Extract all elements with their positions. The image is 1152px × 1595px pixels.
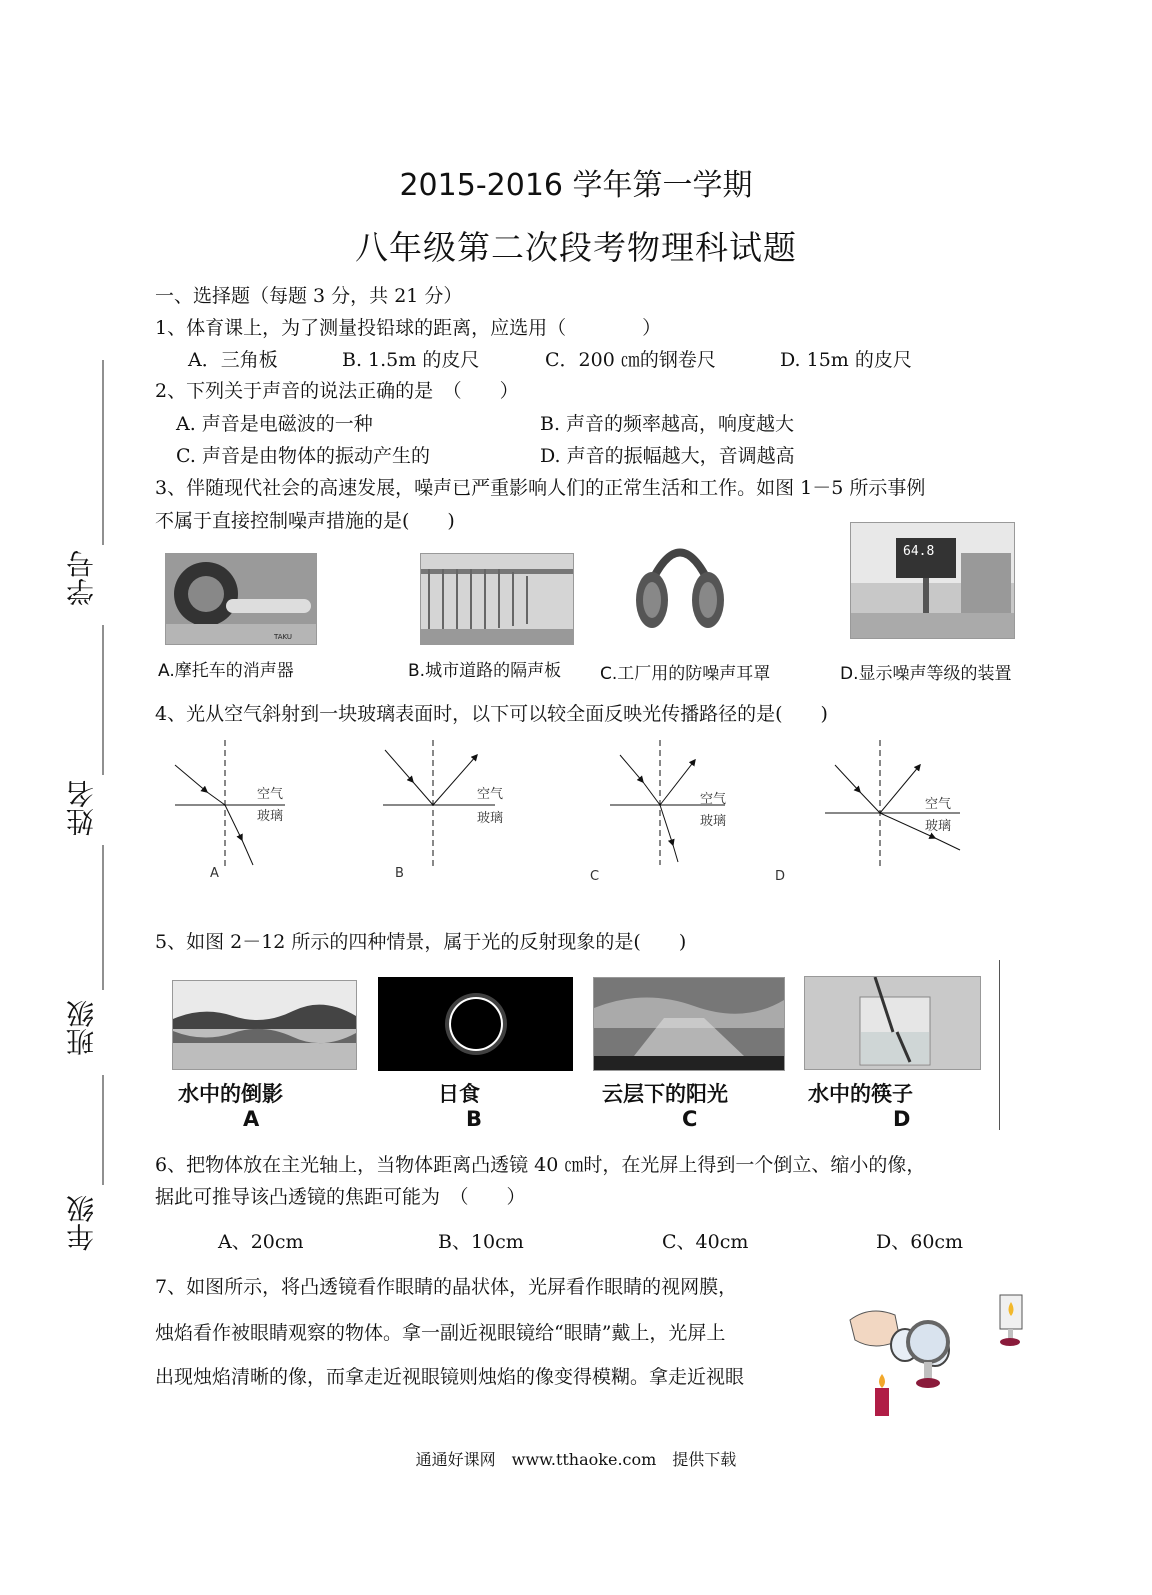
- noise-display-image: [850, 522, 1015, 639]
- svg-text:玻璃: 玻璃: [257, 809, 284, 824]
- footer-source: 通通好课网 www.tthaoke.com 提供下载: [415, 1450, 737, 1469]
- name-label: 姓名: [65, 780, 98, 836]
- question-2: 2、下列关于声音的说法正确的是 （ ）: [155, 380, 519, 402]
- svg-text:玻璃: 玻璃: [925, 819, 952, 834]
- q3-caption-b: B.城市道路的隔声板: [408, 661, 562, 681]
- svg-text:D: D: [775, 869, 786, 884]
- question-6-line1: 6、把物体放在主光轴上，当物体距离凸透镜 40 ㎝时，在光屏上得到一个倒立、缩小的像，: [155, 1154, 926, 1176]
- q2-option-d: D. 声音的振幅越大，音调越高: [540, 445, 795, 467]
- question-1: 1、体育课上，为了测量投铅球的距离，应选用（ ）: [155, 317, 662, 339]
- exam-title: 八年级第二次段考物理科试题: [355, 228, 797, 267]
- light-path-diagrams: [165, 740, 975, 890]
- q1-option-d: D. 15m 的皮尺: [780, 349, 912, 371]
- q5-caption-a: 水中的倒影: [178, 1082, 283, 1106]
- diagram-c: [590, 740, 726, 884]
- svg-text:空气: 空气: [257, 787, 284, 802]
- question-6-line2: 据此可推导该凸透镜的焦距可能为 （ ）: [155, 1186, 526, 1208]
- image-edge: [999, 960, 1000, 1130]
- reflection-in-water-image: [172, 980, 357, 1070]
- q3-caption-c: C.工厂用的防噪声耳罩: [600, 664, 771, 684]
- q2-option-a: A. 声音是电磁波的一种: [176, 413, 373, 435]
- q6-option-a: A、20cm: [218, 1231, 304, 1253]
- diagram-b: [383, 740, 503, 881]
- exam-year-title: 2015-2016 学年第一学期: [399, 168, 753, 203]
- sound-barrier-image: [420, 553, 574, 645]
- question-7-line3: 出现烛焰清晰的像，而拿走近视眼镜则烛焰的像变得模糊。拿走近视眼: [155, 1366, 745, 1388]
- section-heading: 一、选择题（每题 3 分，共 21 分）: [155, 285, 463, 307]
- sunlight-under-clouds-image: [593, 977, 785, 1071]
- question-7-line1: 7、如图所示，将凸透镜看作眼睛的晶状体，光屏看作眼睛的视网膜，: [155, 1276, 738, 1298]
- svg-text:C: C: [590, 869, 600, 884]
- earmuffs-image: [630, 525, 730, 645]
- question-3-line2: 不属于直接控制噪声措施的是( ): [155, 510, 455, 532]
- svg-text:空气: 空气: [700, 792, 727, 807]
- svg-text:B: B: [395, 866, 404, 881]
- q5-caption-c: 云层下的阳光: [602, 1082, 728, 1106]
- motorcycle-muffler-image: [165, 553, 317, 645]
- q5-label-d: D: [893, 1107, 911, 1131]
- q2-option-c: C. 声音是由物体的振动产生的: [176, 445, 430, 467]
- q1-option-a: A．三角板: [188, 349, 278, 371]
- q6-option-b: B、10cm: [438, 1231, 524, 1253]
- q5-label-b: B: [466, 1107, 483, 1131]
- q6-option-c: C、40cm: [662, 1231, 749, 1253]
- svg-text:A: A: [210, 866, 219, 881]
- svg-text:空气: 空气: [925, 797, 952, 812]
- svg-text:玻璃: 玻璃: [700, 814, 727, 829]
- q2-option-b: B. 声音的频率越高，响度越大: [540, 413, 795, 435]
- myopia-experiment-illustration: [840, 1280, 1035, 1425]
- q5-label-c: C: [682, 1107, 698, 1131]
- q5-label-a: A: [243, 1107, 260, 1131]
- diagram-a: [175, 740, 285, 881]
- diagram-d: [775, 740, 960, 884]
- student-id-label: 学号: [65, 550, 98, 606]
- q1-option-c: C．200 ㎝的钢卷尺: [545, 349, 716, 371]
- svg-text:TAKU: TAKU: [274, 633, 293, 641]
- svg-text:空气: 空气: [477, 787, 504, 802]
- q6-option-d: D、60cm: [876, 1231, 964, 1253]
- q3-caption-d: D.显示噪声等级的装置: [840, 664, 1012, 684]
- solar-eclipse-image: [378, 977, 573, 1071]
- q3-caption-a: A.摩托车的消声器: [158, 661, 294, 681]
- question-5: 5、如图 2－12 所示的四种情景，属于光的反射现象的是( ): [155, 931, 687, 953]
- question-7-line2: 烛焰看作被眼睛观察的物体。拿一副近视眼镜给“眼睛”戴上，光屏上: [155, 1322, 726, 1344]
- svg-text:玻璃: 玻璃: [477, 811, 504, 826]
- question-4: 4、光从空气斜射到一块玻璃表面时，以下可以较全面反映光传播路径的是( ): [155, 703, 828, 725]
- q5-caption-b: 日食: [438, 1082, 480, 1106]
- question-3-line1: 3、伴随现代社会的高速发展，噪声已严重影响人们的正常生活和工作。如图 1－5 所示事例: [155, 477, 926, 499]
- q5-caption-d: 水中的筷子: [808, 1082, 913, 1106]
- svg-text:64.8: 64.8: [903, 544, 935, 559]
- q1-option-b: B. 1.5m 的皮尺: [342, 349, 480, 371]
- grade-label: 年级: [65, 1195, 98, 1251]
- class-label: 班级: [65, 1000, 98, 1056]
- chopsticks-in-water-image: [804, 976, 981, 1070]
